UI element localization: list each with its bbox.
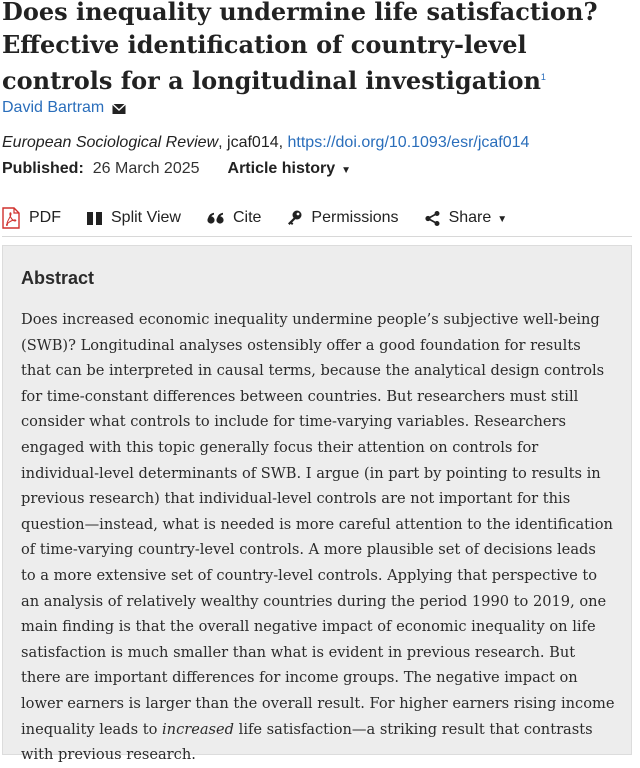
cite-button[interactable] <box>207 209 261 227</box>
split-view-icon <box>87 212 102 225</box>
published-date: 26 March 2025 <box>92 160 200 177</box>
article-history-toggle[interactable] <box>228 160 352 178</box>
share-icon <box>425 211 440 226</box>
published-row <box>2 160 351 178</box>
article-history-label: Article history <box>227 160 336 177</box>
quote-icon <box>207 212 224 225</box>
split-view-button[interactable] <box>87 209 181 227</box>
pdf-icon <box>2 207 20 229</box>
citation-line <box>2 134 529 152</box>
cite-label: Cite <box>232 209 262 226</box>
article-title-text: Does inequality undermine life satisfaction? Effective identification of country-level controls for a longitudinal investigation <box>2 0 598 95</box>
abstract-text-main: Does increased economic inequality undermine people’s subjective well-being (SWB)? Longitudinal analyses ostensibly offer a good foundation for results that can be interpreted in causal terms, because the analytical design controls for time-constant differences between countries. But researchers must still consider what controls to include for time-varying variables. Researchers engaged with this topic generally focus their attention on controls for individual-level determinants of SWB. I argue (in part by pointing to results in previous research) that individual-level controls are not important for this question—instead, what is needed is more careful attention to the identification of time-varying country-level controls. A more plausible set of decisions leads to a more extensive set of country-level controls. Applying that perspective to an analysis of relatively wealthy countries during the period 1990 to 2019, one main finding is that the overall negative impact of economic inequality on life satisfaction is much smaller than what is evident in previous research. But there are important differences for income groups. The negative impact on lower earners is larger than the overall result. For higher earners rising income inequality leads to <box>21 311 615 738</box>
author-row <box>2 97 126 119</box>
article-title <box>2 0 638 98</box>
caret-down-icon: ▼ <box>341 165 352 176</box>
journal-name: European Sociological Review <box>2 134 219 151</box>
abstract-heading: Abstract <box>21 268 95 288</box>
share-label: Share <box>448 209 492 226</box>
share-button[interactable] <box>425 209 508 227</box>
mail-icon[interactable] <box>112 102 126 114</box>
article-id: , jcaf014, <box>218 134 288 151</box>
doi-link[interactable]: https://doi.org/10.1093/esr/jcaf014 <box>287 134 530 151</box>
title-footnote-link[interactable]: 1 <box>540 72 546 82</box>
author-link[interactable]: David Bartram <box>2 99 105 116</box>
caret-down-icon: ▼ <box>497 213 508 225</box>
permissions-button[interactable] <box>287 209 398 227</box>
permissions-label: Permissions <box>311 209 399 226</box>
abstract-text <box>21 307 615 768</box>
abstract-emphasis: increased <box>162 720 235 738</box>
published-label: Published: <box>2 160 84 177</box>
split-view-label: Split View <box>111 209 181 226</box>
key-icon <box>287 210 302 226</box>
abstract-text-end: life satisfaction—a striking result that contrasts with previous research. <box>21 720 593 764</box>
article-toolbar <box>2 200 632 237</box>
pdf-label: PDF <box>29 209 61 226</box>
pdf-button[interactable] <box>2 207 61 229</box>
abstract-panel <box>2 245 632 764</box>
